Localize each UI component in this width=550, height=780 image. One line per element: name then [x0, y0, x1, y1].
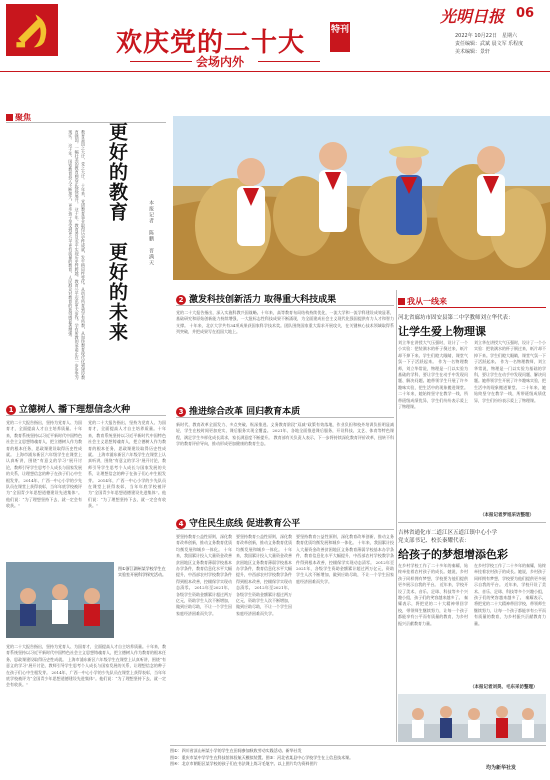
photo-classroom	[6, 562, 114, 638]
column-rule	[6, 122, 166, 123]
students-lab-illustration	[398, 694, 546, 742]
children-harvest-illustration	[173, 116, 550, 280]
designer-line: 美术编辑：景轩	[455, 49, 491, 55]
section-4-body-c: 要坚持教育公益性原则，深化教育改革创新，推动义务教育优质均衡发展和城乡一体化。 十年来，我国累计投入大量资金改善贫困地区义务教育薄弱学校基本办学条件，教育信息化水平大幅提升，中西部农村学校教学条件得到根本改善，控辍保学实现动态清零。 2012年至2021年，各级学生资助金额累计超过两万亿元，资助学生人次不断增加，做到应助尽助，不让一个学生因家庭经济困难而失学。	[296, 534, 394, 584]
sidebar-story1-credit: （本报记者罗旭采访整理）	[480, 513, 534, 518]
sidebar-story1-title: 让学生爱上物理课	[398, 325, 486, 338]
caption-photo-left: 图①浙江湖州某学校学生在实验室开展科学探究活动。	[118, 566, 166, 577]
sidebar-tag-rule	[398, 307, 546, 308]
editor-line: 责任编辑：武斌 晨文军 乐程度	[455, 41, 524, 47]
section-2-rule	[176, 305, 394, 306]
section-4-title: 守住民生底线 促进教育公平	[189, 519, 301, 529]
sidebar-story2-title: 给孩子的梦想增添色彩	[398, 548, 508, 561]
sidebar-story2-credit: （本报记者刘昊、毛东采访整理）	[470, 685, 538, 690]
section-3-title: 推进综合改革 回归教育本质	[189, 407, 301, 417]
section-4-body-b: 要坚持教育公益性原则，深化教育改革创新，推动义务教育优质均衡发展和城乡一体化。 十年来，我国累计投入大量资金改善贫困地区义务教育薄弱学校基本办学条件，教育信息化水平大幅提升，中西部农村学校教学条件得到根本改善，控辍保学实现动态清零。 2012年至2021年，各级学生资助金额累计超过两万亿元，资助学生人次不断增加，做到应助尽助，不让一个学生因家庭经济困难而失学。	[236, 534, 292, 616]
page-number: 06	[516, 6, 535, 21]
special-issue-badge: 特刊	[330, 22, 350, 52]
lead-byline: 本报记者 陈鹏 晋满天	[148, 200, 154, 266]
party-emblem-icon	[6, 4, 58, 56]
subtitle-rule-left	[130, 61, 192, 62]
sidebar-story2-body-b: 在乡村学校工作了二十多年的秦耀，始终牵挂着农村孩子的成长。她说，乡村孩子同样拥有梦想，学校要为他们提供更多展示自我的平台。 近年来，学校开设了美术、音乐、足球、科技等多个兴趣小组，孩子们的笑容越来越多了。 秦耀表示，将把党的二十大精神带回学校，带领师生继续努力，让每一个孩子都能享有公平而有质量的教育，为乡村振兴贡献教育力量。	[474, 563, 546, 626]
section-3-heading	[176, 404, 300, 417]
photo-credit: 均为新华社发	[486, 765, 517, 771]
section-1-number: 1	[6, 405, 16, 415]
sidebar-tag	[398, 296, 447, 307]
column-tag-label: 聚焦	[15, 113, 31, 122]
square-bullet-icon	[6, 114, 13, 121]
section-2-heading	[176, 292, 336, 305]
sidebar-story-divider	[398, 522, 546, 523]
section-4-heading	[176, 516, 300, 529]
paper-name: 光明日报	[440, 7, 505, 26]
section-3-rule	[176, 417, 394, 418]
sidebar-story1-kicker: 河北省廊坊市固安县第二中学教师刘立华代表：	[398, 315, 514, 321]
footnote-2: 图②：重庆市某中学学生在科技馆体验航天模拟装置。图③：河北省某县中心学校学生在上信息技术课。	[170, 754, 354, 760]
section-2-body: 党的二十大报告指出，深入实施科教兴国战略。十年来，高等教育布局结构持续优化，一流大学和一流学科建设成效显著，基础研究和原始创新能力持续增强，一大批标志性科技成果不断涌现，为全面建成社会主义现代化强国提供有力人才和智力支撑。 十年来，北京大学共有34项成果获国家科学技术奖。团队围绕国家重大需求开展攻关，在关键核心技术领域取得系列突破，并把成果写在祖国大地上。	[176, 310, 394, 335]
section-3-number: 3	[176, 407, 186, 417]
masthead	[0, 0, 550, 70]
square-bullet-icon	[398, 298, 405, 305]
sidebar-story1-body-a: 刘立华在讲授大气压强时，设计了一个小实验：把装满水的杯子倒过来，纸片却不掉下来。学生们瞪大眼睛，课堂气氛一下子活跃起来。 作为一名物理教师，刘立华常说，物理是一门以实验为基础的学科，要让学生在动手中发现问题、解决问题。她带领学生开展了许多趣味实验，把生活中的现象搬进课堂。 二十年来，她始终坚守在教学一线，所带班级成绩优异，学生们纷纷表示爱上了物理课。	[398, 340, 468, 410]
section-3-body: 新时代，教育改革全面发力、多点突破、纵深推进。义务教育阶段“双减”政策有效落地，作业负担和校外培训负担明显减轻，学生在校时间更加充实，课后服务实现全覆盖。 2021年，各地全面推进课后服务，开设科技、文艺、体育等特色课程，满足学生多样化成长需求，家长满意度不断提升。 教育部有关负责人表示，下一步将持续深化教育评价改革，扭转不科学的教育评价导向，推动形成更加健康的教育生态。	[176, 422, 394, 447]
footnotes-rule	[170, 745, 546, 746]
section-4-number: 4	[176, 519, 186, 529]
date-line: 2022年 10月22日 星期六	[455, 33, 518, 39]
section-1-body-b: 党的二十大报告指出，坚持为党育人、为国育才，全面提高人才自主培养质量。十年来，教育系统坚持以习近平新时代中国特色社会主义思想铸魂育人，把立德树人作为教育的根本任务，思政课建设取得历史性成就。 上海市浦东新区六年级学生在课堂上认真听讲，围绕“有意义的学习”展开讨论，教师引导学生思考个人成长与国家发展的关系，让理想信念的种子在孩子们心中生根发芽。 2014年，广西一中心小学的少先队员在课堂上获得表彰，当年年底学校被评为“全国青少年思想道德建设先进集体”。他们说：“为了理想坚持下去，就一定会有收获。”	[88, 420, 166, 509]
footnote-3: 图④：北京市朝阳区某学校的孩子们在书法课上练习毛笔字。以上图片均为资料图片	[170, 761, 318, 766]
lead-intro: 教育是国之大计，党之大计。 十年来，党团教育事业取得历史性成就，发生格局性变化。从幼有所育到学有所教，从加快教育现代化到建设教育强国，一幅壮美的教育画卷正徐徐展开。 这十年，教育普及水平实现历史性跨越，教育公平迈出更大步伐，学有所教的承诺正在一步步变为现实。 这十年，国家教育投入不断加大，更多孩子享受到更公平更有质量的教育，人民群众对教育的获得感显著增强。	[68, 130, 86, 380]
banner-title: 欢庆党的二十大	[116, 28, 306, 58]
section-2-number: 2	[176, 295, 186, 305]
section-4-body-a: 要坚持教育公益性原则，深化教育改革创新，推动义务教育优质均衡发展和城乡一体化。 十年来，我国累计投入大量资金改善贫困地区义务教育薄弱学校基本办学条件，教育信息化水平大幅提升，中西部农村学校教学条件得到根本改善，控辍保学实现动态清零。 2012年至2021年，各级学生资助金额累计超过两万亿元，资助学生人次不断增加，做到应助尽助，不让一个学生因家庭经济困难而失学。	[176, 534, 232, 616]
masthead-divider	[0, 71, 550, 72]
sidebar-tag-label: 我从一线来	[407, 297, 447, 306]
section-1-title: 立德树人 播下理想信念火种	[19, 405, 131, 415]
section-2-title: 激发科技创新活力 取得重大科技成果	[189, 295, 337, 305]
section-1-body-c: 党的二十大报告指出，坚持为党育人、为国育才，全面提高人才自主培养质量。十年来，教育系统坚持以习近平新时代中国特色社会主义思想铸魂育人，把立德树人作为教育的根本任务，思政课建设取得历史性成就。 上海市浦东新区六年级学生在课堂上认真听讲，围绕“有意义的学习”展开讨论，教师引导学生思考个人成长与国家发展的关系，让理想信念的种子在孩子们心中生根发芽。 2014年，广西一中心小学的少先队员在课堂上获得表彰，当年年底学校被评为“全国青少年思想道德建设先进集体”。他们说：“为了理想坚持下去，就一定会有收获。”	[6, 644, 166, 688]
banner-subtitle: 会场内外	[196, 55, 245, 69]
section-1-body-a: 党的二十大报告指出，坚持为党育人、为国育才，全面提高人才自主培养质量。十年来，教育系统坚持以习近平新时代中国特色社会主义思想铸魂育人，把立德树人作为教育的根本任务，思政课建设取得历史性成就。 上海市浦东新区六年级学生在课堂上认真听讲，围绕“有意义的学习”展开讨论，教师引导学生思考个人成长与国家发展的关系，让理想信念的种子在孩子们心中生根发芽。 2014年，广西一中心小学的少先队员在课堂上获得表彰，当年年底学校被评为“全国青少年思想道德建设先进集体”。他们说：“为了理想坚持下去，就一定会有收获。”	[6, 420, 82, 509]
main-photo-harvest-children	[173, 116, 550, 280]
sidebar-story2-body-a: 在乡村学校工作了二十多年的秦耀，始终牵挂着农村孩子的成长。她说，乡村孩子同样拥有梦想，学校要为他们提供更多展示自我的平台。 近年来，学校开设了美术、音乐、足球、科技等多个兴趣小组，孩子们的笑容越来越多了。 秦耀表示，将把党的二十大精神带回学校，带领师生继续努力，让每一个孩子都能享有公平而有质量的教育，为乡村振兴贡献教育力量。	[398, 563, 468, 626]
section-1-heading	[6, 402, 130, 415]
sidebar-story1-body-b: 刘立华在讲授大气压强时，设计了一个小实验：把装满水的杯子倒过来，纸片却不掉下来。学生们瞪大眼睛，课堂气氛一下子活跃起来。 作为一名物理教师，刘立华常说，物理是一门以实验为基础的学科，要让学生在动手中发现问题、解决问题。她带领学生开展了许多趣味实验，把生活中的现象搬进课堂。 二十年来，她始终坚守在教学一线，所带班级成绩优异，学生们纷纷表示爱上了物理课。	[474, 340, 546, 403]
footnote-1: 图①：四川省凉山州某小学的学生在田间参加秋收劳动实践活动。新华社发	[170, 748, 302, 753]
sidebar-story2-kicker-line1: 吉林省通化市二道江区五道江镇中心小学	[398, 530, 498, 536]
lead-headline: 更好的教育 更好的未来	[106, 122, 128, 342]
sidebar-divider	[396, 290, 397, 742]
section-4-rule	[176, 529, 394, 530]
photo-students-lab	[398, 694, 546, 742]
sidebar-story2-kicker-line2: 党支部书记、校长秦耀代表：	[398, 538, 470, 544]
subtitle-rule-right	[258, 61, 320, 62]
section-1-rule	[6, 415, 166, 416]
classroom-illustration	[6, 562, 114, 638]
